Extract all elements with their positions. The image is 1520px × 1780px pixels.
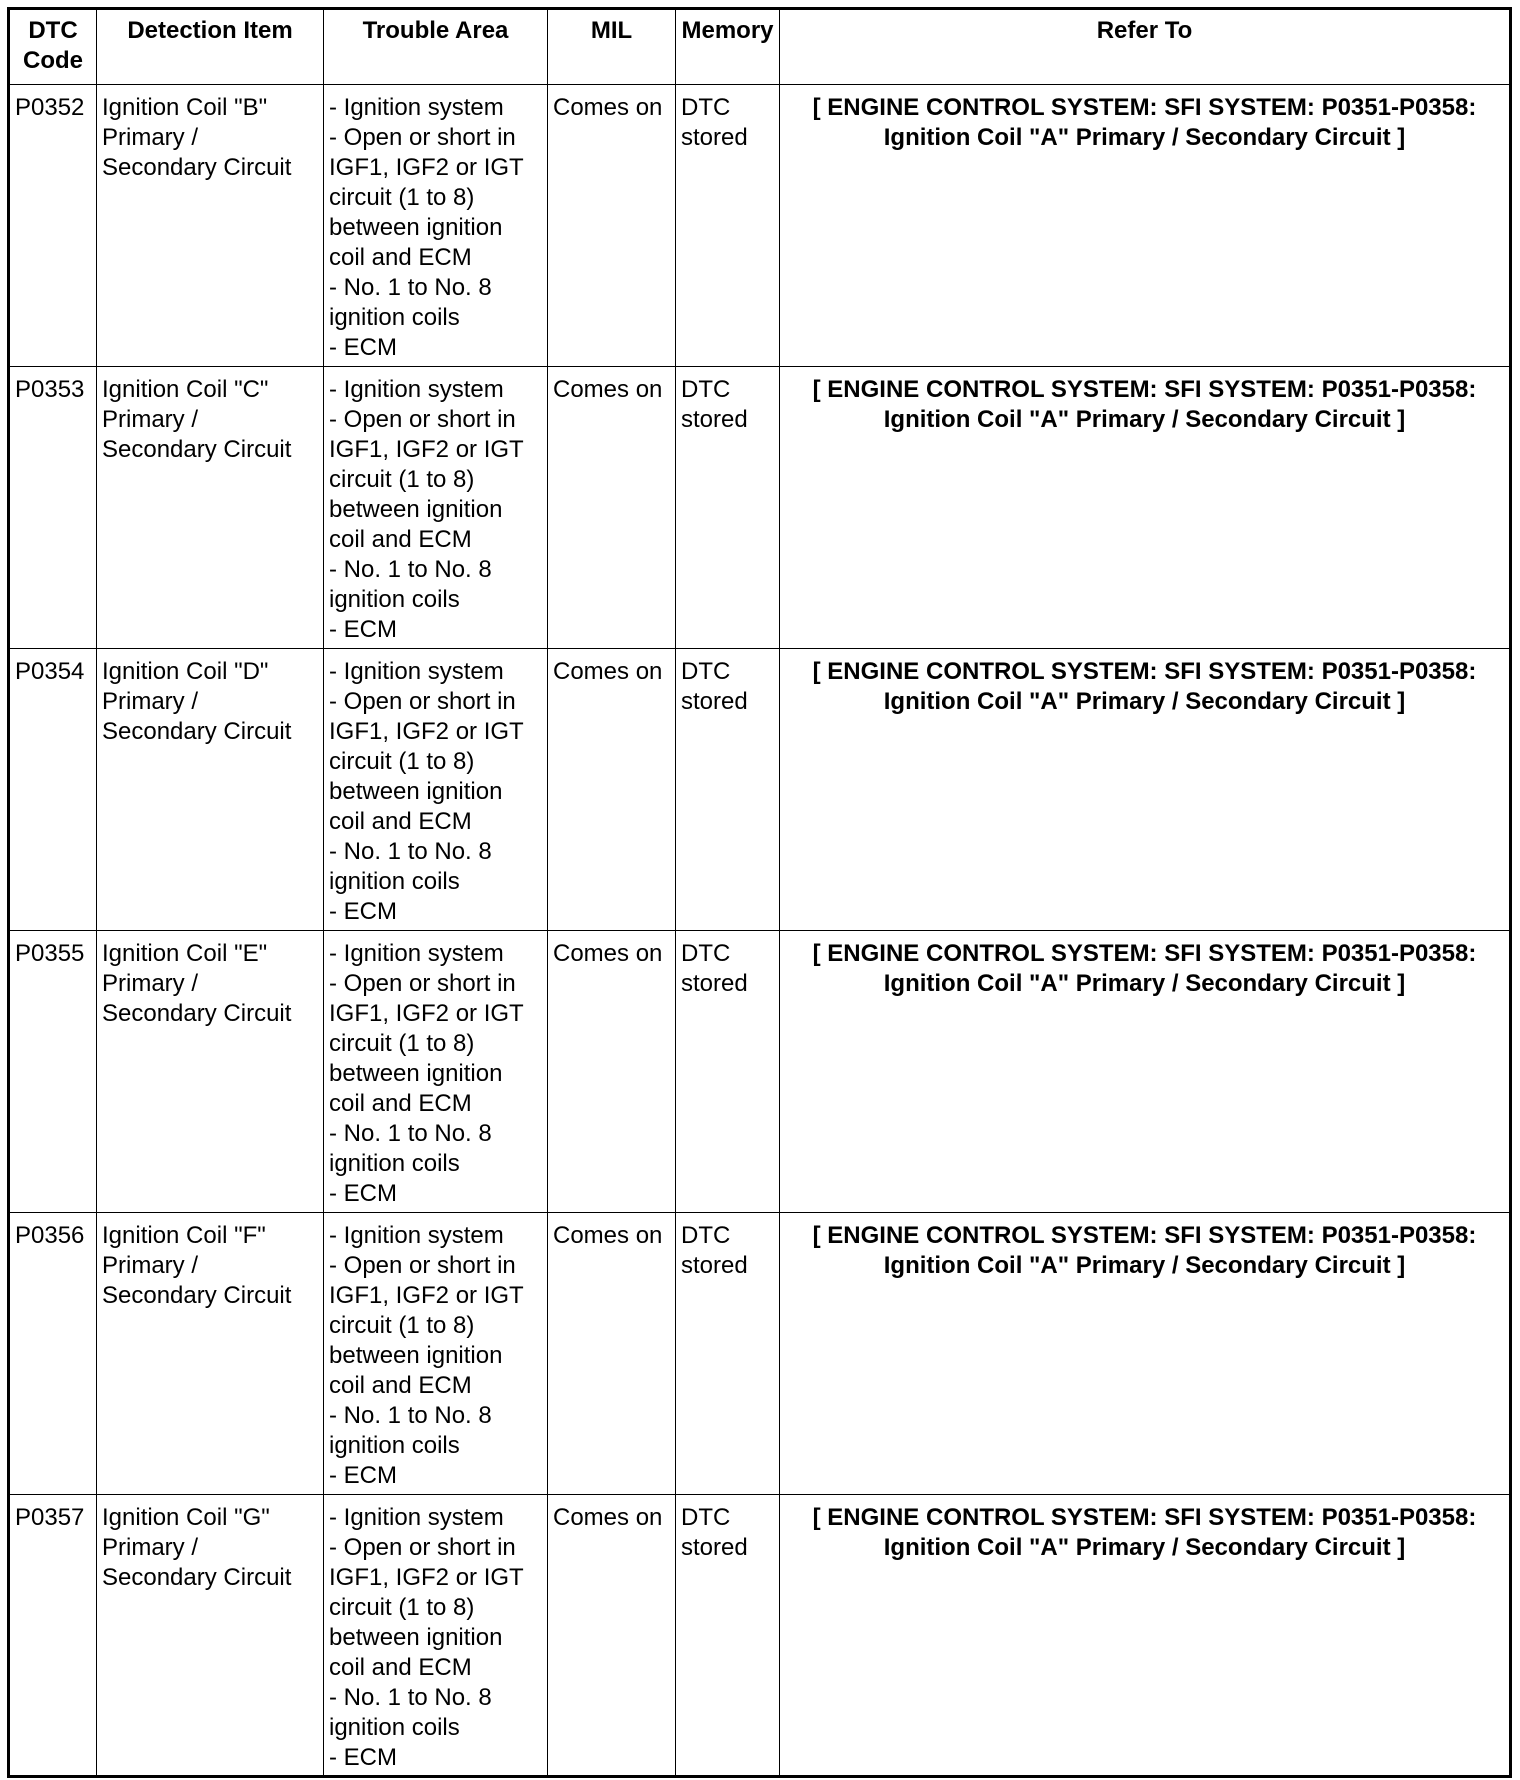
trouble-area-line: - Ignition system: [329, 1222, 504, 1249]
table-row: [9, 85, 1511, 367]
mil-cell: Comes on: [548, 367, 676, 649]
refer-to-cell: [ ENGINE CONTROL SYSTEM: SFI SYSTEM: P0351-P0358: Ignition Coil "A" Primary / Secondary Circuit ]: [780, 1213, 1511, 1495]
header-row: [9, 9, 1511, 85]
refer-to-cell: [ ENGINE CONTROL SYSTEM: SFI SYSTEM: P0351-P0358: Ignition Coil "A" Primary / Secondary Circuit ]: [780, 1495, 1511, 1777]
trouble-area-line: - ECM: [329, 616, 397, 643]
trouble-area-line: - No. 1 to No. 8 ignition coils: [329, 1402, 492, 1459]
trouble-area-line: - Ignition system: [329, 658, 504, 685]
trouble-area-line: - Ignition system: [329, 94, 504, 121]
dtc-table: [7, 7, 1512, 1778]
refer-to-cell: [ ENGINE CONTROL SYSTEM: SFI SYSTEM: P0351-P0358: Ignition Coil "A" Primary / Secondary Circuit ]: [780, 649, 1511, 931]
trouble-area-line: - No. 1 to No. 8 ignition coils: [329, 1120, 492, 1177]
trouble-area-line: - ECM: [329, 334, 397, 361]
table-header: [9, 9, 1511, 85]
trouble-area-cell: [324, 1495, 548, 1777]
detection-item-cell: Ignition Coil "C" Primary / Secondary Circuit: [97, 367, 324, 649]
trouble-area-line: - No. 1 to No. 8 ignition coils: [329, 556, 492, 613]
trouble-area-line: - Open or short in IGF1, IGF2 or IGT circuit (1 to 8) between ignition coil and ECM: [329, 124, 524, 271]
trouble-area-line: - No. 1 to No. 8 ignition coils: [329, 838, 492, 895]
trouble-area-line: - ECM: [329, 1744, 397, 1771]
table-row: [9, 367, 1511, 649]
memory-cell: DTC stored: [676, 931, 780, 1213]
trouble-area-line: - ECM: [329, 1180, 397, 1207]
mil-cell: Comes on: [548, 649, 676, 931]
memory-cell: DTC stored: [676, 1495, 780, 1777]
mil-cell: Comes on: [548, 1213, 676, 1495]
table-row: [9, 1213, 1511, 1495]
refer-to-cell: [ ENGINE CONTROL SYSTEM: SFI SYSTEM: P0351-P0358: Ignition Coil "A" Primary / Secondary Circuit ]: [780, 85, 1511, 367]
memory-cell: DTC stored: [676, 649, 780, 931]
detection-item-cell: Ignition Coil "F" Primary / Secondary Circuit: [97, 1213, 324, 1495]
trouble-area-cell: [324, 931, 548, 1213]
trouble-area-line: - Open or short in IGF1, IGF2 or IGT circuit (1 to 8) between ignition coil and ECM: [329, 1252, 524, 1399]
memory-cell: DTC stored: [676, 85, 780, 367]
dtc-code-cell: P0353: [9, 367, 97, 649]
detection-item-cell: Ignition Coil "G" Primary / Secondary Circuit: [97, 1495, 324, 1777]
dtc-code-cell: P0357: [9, 1495, 97, 1777]
refer-to-cell: [ ENGINE CONTROL SYSTEM: SFI SYSTEM: P0351-P0358: Ignition Coil "A" Primary / Secondary Circuit ]: [780, 367, 1511, 649]
trouble-area-line: - Open or short in IGF1, IGF2 or IGT circuit (1 to 8) between ignition coil and ECM: [329, 1534, 524, 1681]
trouble-area-line: - No. 1 to No. 8 ignition coils: [329, 274, 492, 331]
trouble-area-line: - Ignition system: [329, 940, 504, 967]
mil-cell: Comes on: [548, 931, 676, 1213]
dtc-code-cell: P0354: [9, 649, 97, 931]
mil-cell: Comes on: [548, 1495, 676, 1777]
trouble-area-line: - ECM: [329, 1462, 397, 1489]
table-body: [9, 85, 1511, 1777]
trouble-area-cell: [324, 367, 548, 649]
detection-item-cell: Ignition Coil "E" Primary / Secondary Circuit: [97, 931, 324, 1213]
dtc-code-cell: P0352: [9, 85, 97, 367]
trouble-area-cell: [324, 85, 548, 367]
table-row: [9, 931, 1511, 1213]
trouble-area-cell: [324, 1213, 548, 1495]
trouble-area-line: - No. 1 to No. 8 ignition coils: [329, 1684, 492, 1741]
detection-item-cell: Ignition Coil "D" Primary / Secondary Circuit: [97, 649, 324, 931]
trouble-area-line: - Open or short in IGF1, IGF2 or IGT circuit (1 to 8) between ignition coil and ECM: [329, 406, 524, 553]
trouble-area-line: - Open or short in IGF1, IGF2 or IGT circuit (1 to 8) between ignition coil and ECM: [329, 970, 524, 1117]
header-dtc-code: DTC Code: [9, 9, 97, 85]
table-row: [9, 649, 1511, 931]
header-refer-to: Refer To: [780, 9, 1511, 85]
detection-item-cell: Ignition Coil "B" Primary / Secondary Circuit: [97, 85, 324, 367]
trouble-area-line: - Ignition system: [329, 1504, 504, 1531]
trouble-area-line: - Open or short in IGF1, IGF2 or IGT circuit (1 to 8) between ignition coil and ECM: [329, 688, 524, 835]
trouble-area-line: - Ignition system: [329, 376, 504, 403]
mil-cell: Comes on: [548, 85, 676, 367]
header-trouble-area: Trouble Area: [324, 9, 548, 85]
refer-to-cell: [ ENGINE CONTROL SYSTEM: SFI SYSTEM: P0351-P0358: Ignition Coil "A" Primary / Secondary Circuit ]: [780, 931, 1511, 1213]
header-detection-item: Detection Item: [97, 9, 324, 85]
dtc-code-cell: P0355: [9, 931, 97, 1213]
memory-cell: DTC stored: [676, 367, 780, 649]
header-memory: Memory: [676, 9, 780, 85]
trouble-area-line: - ECM: [329, 898, 397, 925]
table-row: [9, 1495, 1511, 1777]
dtc-code-cell: P0356: [9, 1213, 97, 1495]
trouble-area-cell: [324, 649, 548, 931]
memory-cell: DTC stored: [676, 1213, 780, 1495]
header-mil: MIL: [548, 9, 676, 85]
